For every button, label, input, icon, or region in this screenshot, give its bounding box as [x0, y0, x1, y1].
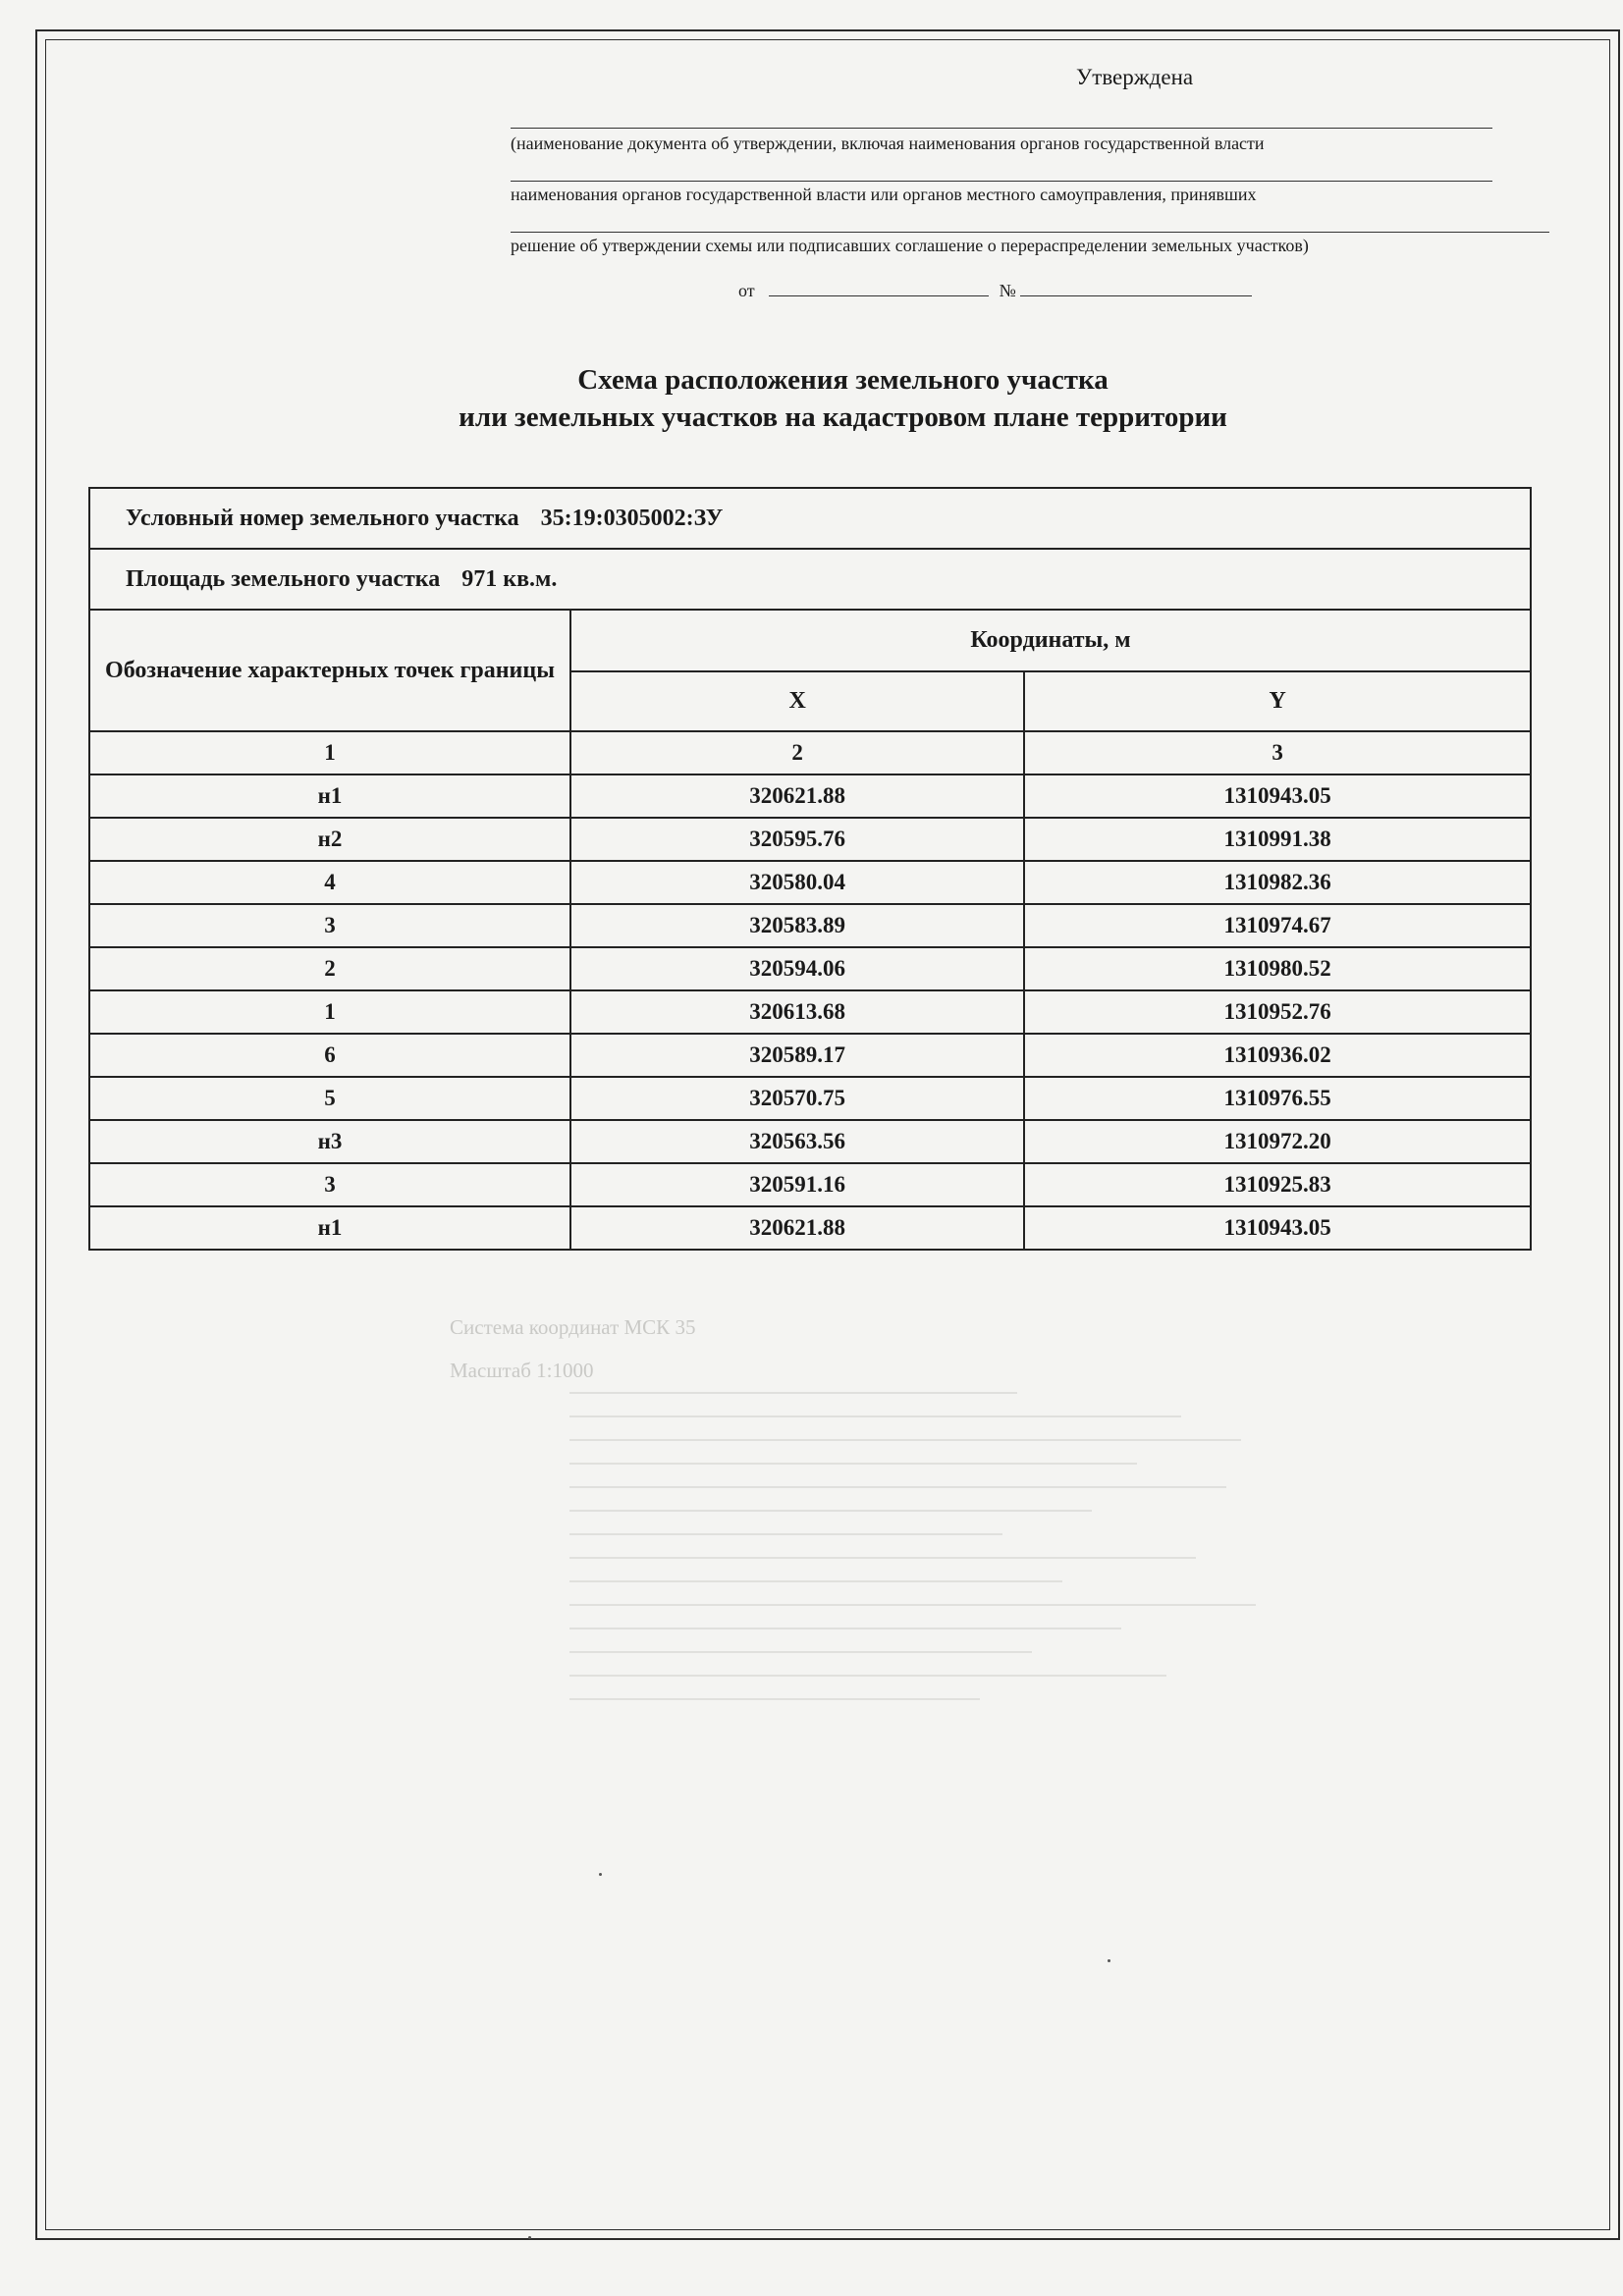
table-row — [89, 1034, 1531, 1077]
table-row — [89, 861, 1531, 904]
point-cell: 3 — [89, 904, 570, 947]
x-cell: 320570.75 — [570, 1077, 1024, 1120]
approval-caption-3: решение об утверждении схемы или подписавших соглашение о перераспределении земельных участков) — [511, 236, 1309, 255]
bleed-through-legend — [569, 1392, 1316, 1804]
coordinates-table — [88, 487, 1532, 1251]
approval-line-1 — [511, 128, 1492, 129]
table-row — [89, 1077, 1531, 1120]
table-row — [89, 1206, 1531, 1250]
y-cell: 1310936.02 — [1024, 1034, 1531, 1077]
table-row — [89, 947, 1531, 990]
x-header: X — [570, 671, 1024, 731]
table-row — [89, 990, 1531, 1034]
x-cell: 320621.88 — [570, 774, 1024, 818]
parcel-area-cell — [89, 549, 1531, 610]
x-cell: 320583.89 — [570, 904, 1024, 947]
point-cell: н1 — [89, 1206, 570, 1250]
bleed-through-system: Система координат МСК 35 — [450, 1315, 696, 1339]
y-cell: 1310976.55 — [1024, 1077, 1531, 1120]
table-header-row — [89, 610, 1531, 671]
x-cell: 320589.17 — [570, 1034, 1024, 1077]
approval-line-2 — [511, 181, 1492, 182]
y-cell: 1310925.83 — [1024, 1163, 1531, 1206]
date-blank — [769, 282, 989, 296]
date-number-row — [738, 281, 1252, 301]
parcel-area-label: Площадь земельного участка — [126, 565, 441, 592]
scan-speck — [528, 2236, 531, 2239]
table-row — [89, 1163, 1531, 1206]
point-cell: 2 — [89, 947, 570, 990]
parcel-number-row — [89, 488, 1531, 549]
point-cell: 5 — [89, 1077, 570, 1120]
parcel-number-label: Условный номер земельного участка — [126, 505, 519, 531]
y-cell: 1310943.05 — [1024, 774, 1531, 818]
point-cell: 4 — [89, 861, 570, 904]
approved-title: Утверждена — [1076, 65, 1194, 89]
column-number-row — [89, 731, 1531, 774]
point-cell: 6 — [89, 1034, 570, 1077]
y-cell: 1310943.05 — [1024, 1206, 1531, 1250]
bleed-through-scale: Масштаб 1:1000 — [450, 1359, 594, 1382]
y-cell: 1310991.38 — [1024, 818, 1531, 861]
parcel-area-value: 971 кв.м. — [461, 565, 558, 592]
approval-caption-2: наименования органов государственной власти или органов местного самоуправления, принявших — [511, 185, 1257, 204]
points-header: Обозначение характерных точек границы — [89, 610, 570, 731]
date-prefix: от — [738, 281, 755, 300]
parcel-number-value: 35:19:0305002:ЗУ — [540, 505, 724, 531]
x-cell: 320594.06 — [570, 947, 1024, 990]
point-cell: н3 — [89, 1120, 570, 1163]
point-cell: н2 — [89, 818, 570, 861]
parcel-area-row — [89, 549, 1531, 610]
number-prefix: № — [999, 281, 1016, 300]
number-blank — [1020, 282, 1252, 296]
scan-speck — [599, 1873, 602, 1876]
scheme-title-line-1: Схема расположения земельного участка — [577, 364, 1109, 396]
point-cell: 1 — [89, 990, 570, 1034]
x-cell: 320591.16 — [570, 1163, 1024, 1206]
y-header: Y — [1024, 671, 1531, 731]
point-cell: н1 — [89, 774, 570, 818]
column-number: 1 — [89, 731, 570, 774]
column-number: 3 — [1024, 731, 1531, 774]
approval-caption-1: (наименование документа об утверждении, включая наименования органов государственной власти — [511, 133, 1265, 153]
y-cell: 1310982.36 — [1024, 861, 1531, 904]
scan-speck — [1108, 1959, 1110, 1962]
y-cell: 1310974.67 — [1024, 904, 1531, 947]
table-row — [89, 904, 1531, 947]
scheme-title-line-2: или земельных участков на кадастровом плане территории — [459, 401, 1227, 433]
coords-header: Координаты, м — [570, 610, 1531, 671]
scheme-title — [0, 361, 1623, 436]
approval-line-3 — [511, 232, 1549, 233]
table-row — [89, 774, 1531, 818]
y-cell: 1310980.52 — [1024, 947, 1531, 990]
x-cell: 320563.56 — [570, 1120, 1024, 1163]
point-cell: 3 — [89, 1163, 570, 1206]
x-cell: 320613.68 — [570, 990, 1024, 1034]
table-row — [89, 1120, 1531, 1163]
x-cell: 320595.76 — [570, 818, 1024, 861]
x-cell: 320621.88 — [570, 1206, 1024, 1250]
parcel-number-cell — [89, 488, 1531, 549]
y-cell: 1310952.76 — [1024, 990, 1531, 1034]
x-cell: 320580.04 — [570, 861, 1024, 904]
column-number: 2 — [570, 731, 1024, 774]
table-row — [89, 818, 1531, 861]
y-cell: 1310972.20 — [1024, 1120, 1531, 1163]
